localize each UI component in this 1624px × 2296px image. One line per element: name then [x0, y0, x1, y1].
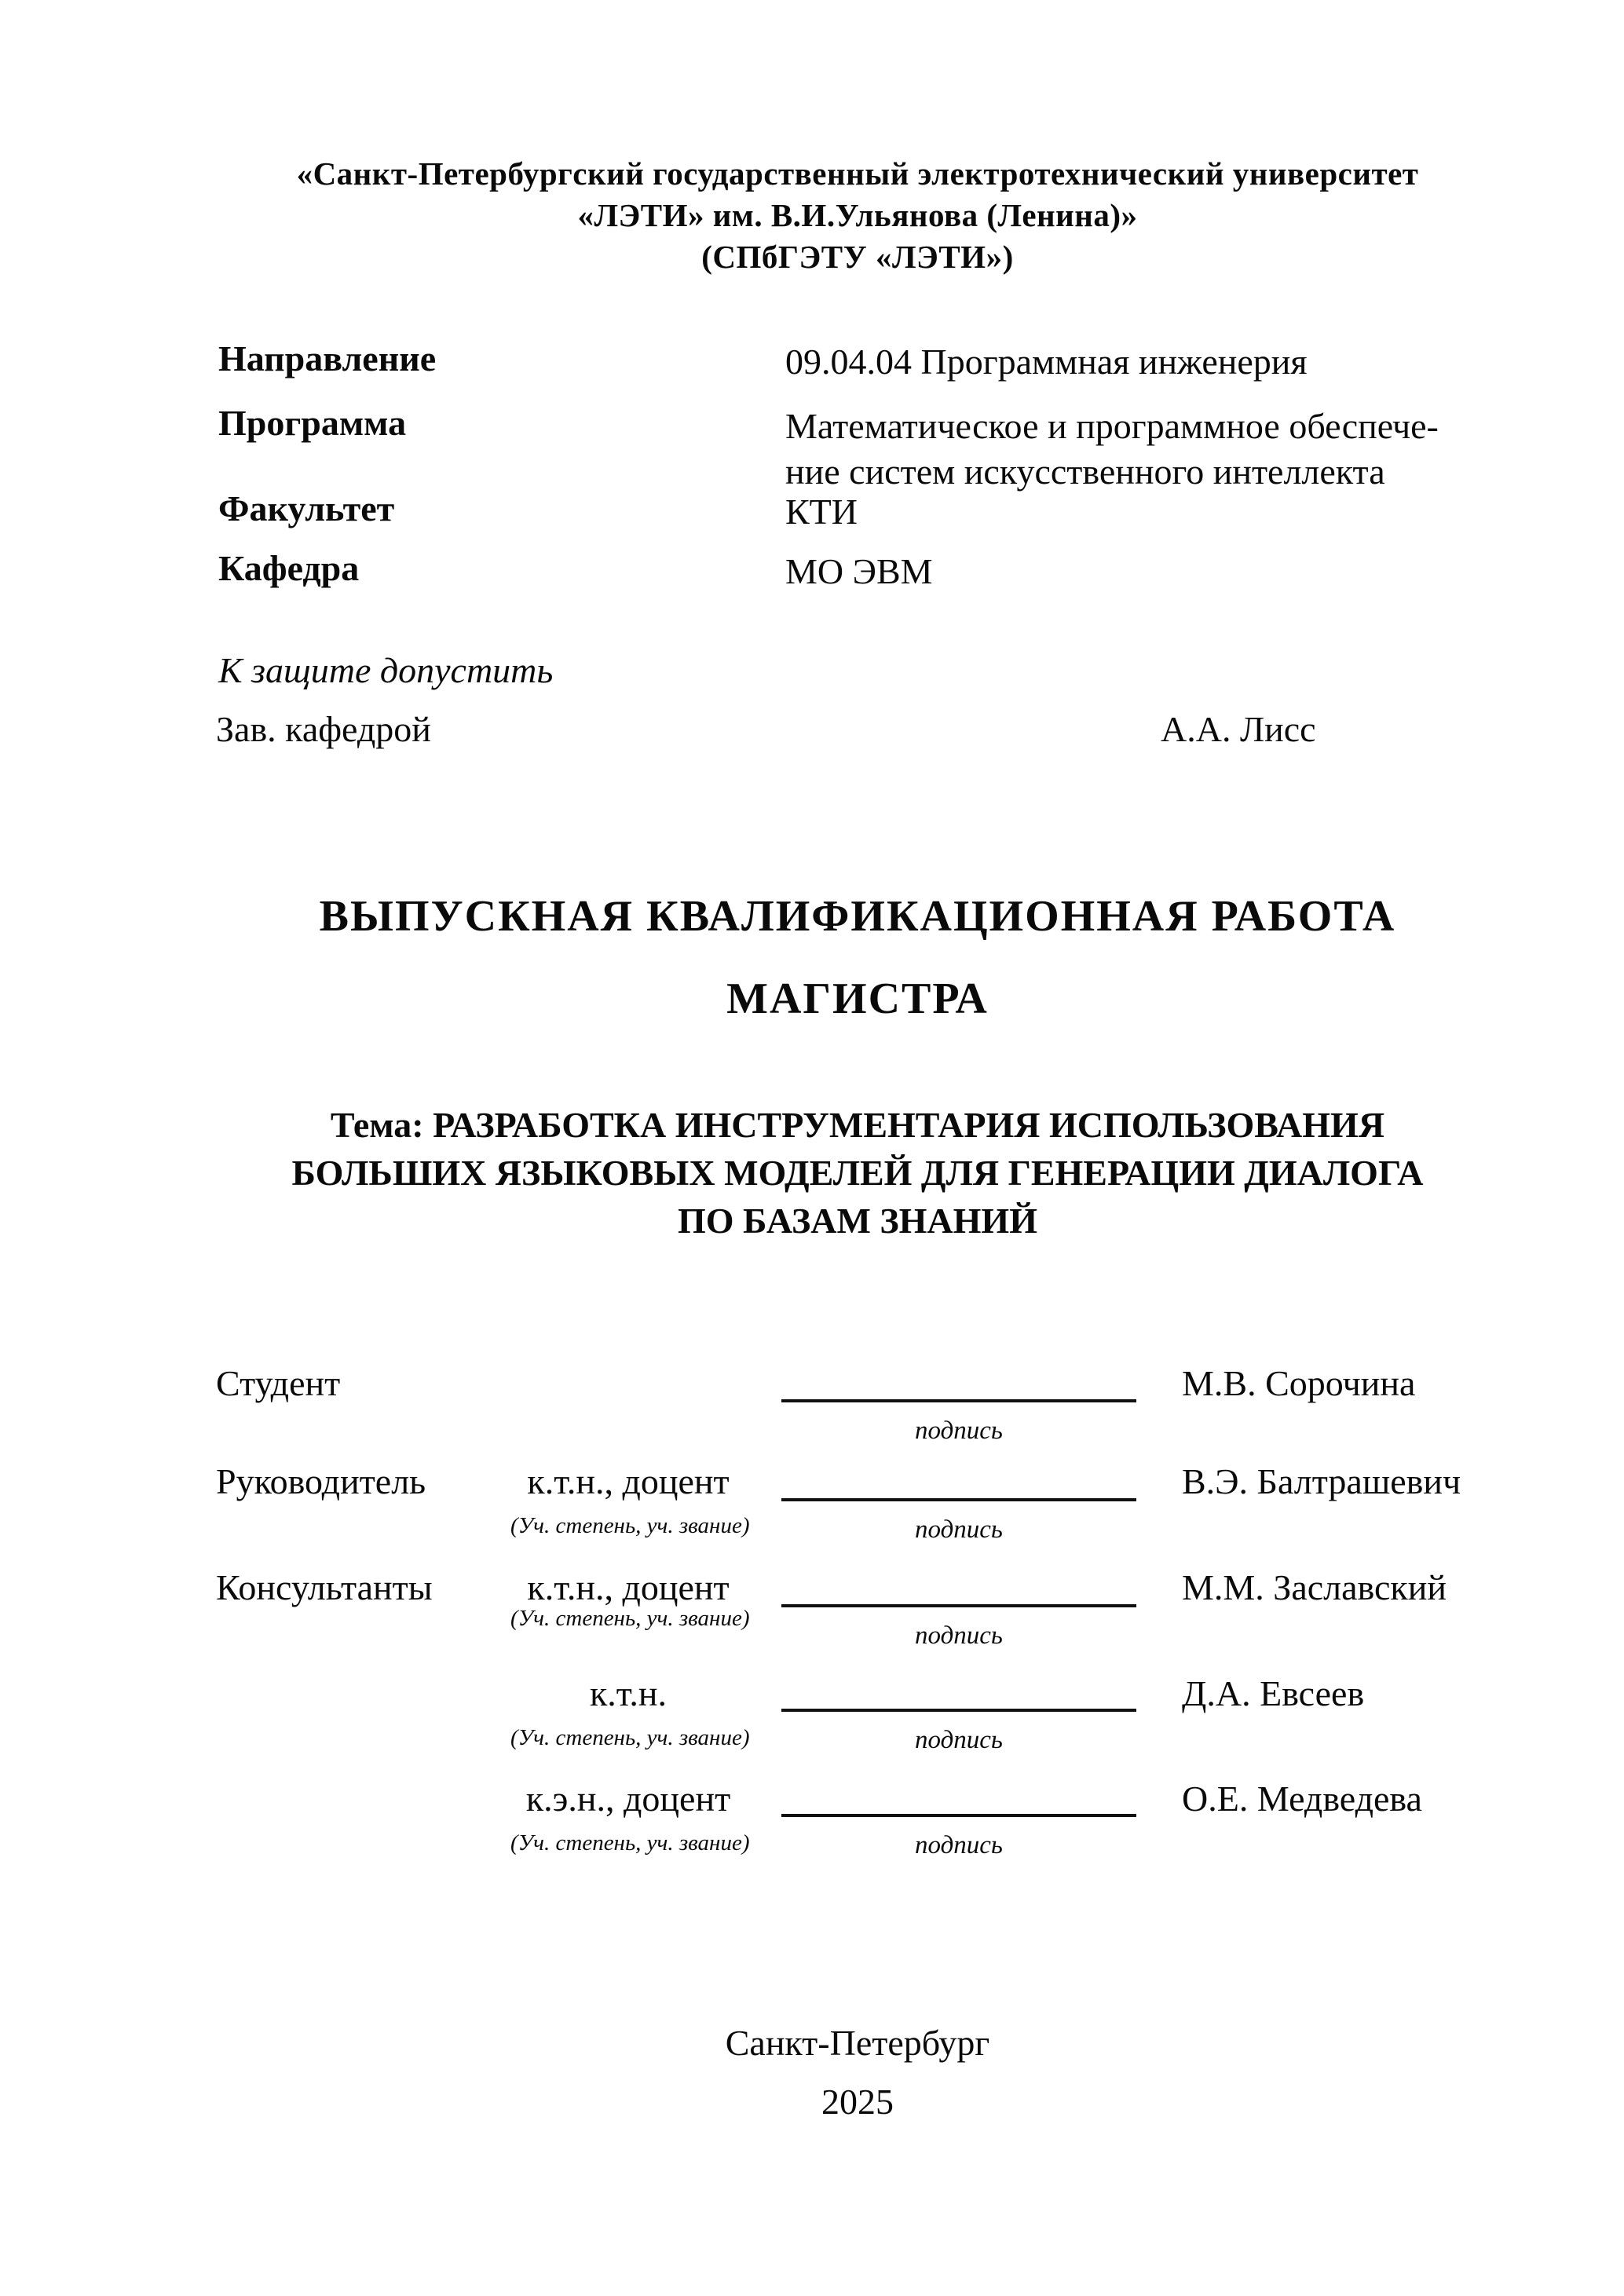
consultant2-degree-caption: (Уч. степень, уч. звание) — [510, 1725, 750, 1750]
consultant3-name: О.Е. Медведева — [1182, 1779, 1422, 1819]
student-signature-line — [781, 1399, 1136, 1402]
consultant1-signature-line — [781, 1604, 1136, 1607]
department-label: Кафедра — [218, 548, 360, 588]
consultants-role-label: Консультанты — [216, 1567, 433, 1607]
student-role-label: Студент — [216, 1363, 341, 1403]
consultant3-degree-caption: (Уч. степень, уч. звание) — [510, 1830, 750, 1855]
faculty-label: Факультет — [218, 488, 395, 528]
student-signature-caption: подпись — [915, 1417, 1003, 1445]
consultant2-degree: к.т.н. — [589, 1673, 668, 1713]
consultant3-degree: к.э.н., доцент — [525, 1779, 731, 1819]
supervisor-role-label: Руководитель — [216, 1461, 426, 1501]
university-header — [91, 153, 1624, 278]
consultant1-degree: к.т.н., доцент — [527, 1567, 730, 1607]
student-name: М.В. Сорочина — [1182, 1363, 1416, 1403]
consultant2-name: Д.А. Евсеев — [1182, 1673, 1365, 1713]
supervisor-signature-caption: подпись — [915, 1515, 1003, 1544]
topic-line2: БОЛЬШИХ ЯЗЫКОВЫХ МОДЕЛЕЙ ДЛЯ ГЕНЕРАЦИИ ДИАЛОГА — [291, 1153, 1424, 1193]
program-label: Программа — [218, 403, 407, 443]
department-head-name: А.А. Лисс — [1161, 709, 1316, 749]
department-head-label: Зав. кафедрой — [216, 709, 431, 749]
consultant1-signature-caption: подпись — [915, 1621, 1003, 1650]
university-name-line3: (СПбГЭТУ «ЛЭТИ») — [701, 239, 1014, 275]
consultant2-signature-caption: подпись — [915, 1726, 1003, 1754]
consultant1-degree-caption: (Уч. степень, уч. звание) — [510, 1606, 750, 1631]
supervisor-degree: к.т.н., доцент — [527, 1461, 730, 1501]
consultant2-signature-line — [781, 1709, 1136, 1712]
program-value-line1: Математическое и программное обеспече- — [785, 406, 1439, 446]
university-name-line1: «Санкт-Петербургский государственный электротехнический университет — [296, 155, 1419, 192]
department-value: МО ЭВМ — [785, 551, 933, 591]
supervisor-signature-line — [781, 1498, 1136, 1501]
consultant3-signature-caption: подпись — [915, 1831, 1003, 1859]
program-value-line2: ние систем искусственного интеллекта — [785, 452, 1385, 492]
admission-phrase: К защите допустить — [218, 650, 554, 690]
direction-label: Направление — [218, 338, 437, 378]
topic-line3: ПО БАЗАМ ЗНАНИЙ — [678, 1201, 1037, 1241]
consultant1-name: М.М. Заславский — [1182, 1567, 1447, 1607]
direction-value: 09.04.04 Программная инженерия — [785, 342, 1308, 382]
topic-block — [91, 1101, 1624, 1245]
program-value — [785, 404, 1439, 495]
footer-city: Санкт-Петербург — [725, 2023, 990, 2063]
consultant3-signature-line — [781, 1814, 1136, 1817]
faculty-value: КТИ — [785, 492, 858, 532]
supervisor-name: В.Э. Балтрашевич — [1182, 1461, 1461, 1501]
footer-year: 2025 — [821, 2082, 894, 2122]
supervisor-degree-caption: (Уч. степень, уч. звание) — [510, 1513, 750, 1538]
university-name-line2: «ЛЭТИ» им. В.И.Ульянова (Ленина)» — [577, 197, 1138, 233]
work-title-line2: МАГИСТРА — [726, 974, 989, 1023]
work-title-line1: ВЫПУСКНАЯ КВАЛИФИКАЦИОННАЯ РАБОТА — [319, 892, 1396, 941]
topic-line1: Тема: РАЗРАБОТКА ИНСТРУМЕНТАРИЯ ИСПОЛЬЗОВАНИЯ — [330, 1105, 1385, 1145]
